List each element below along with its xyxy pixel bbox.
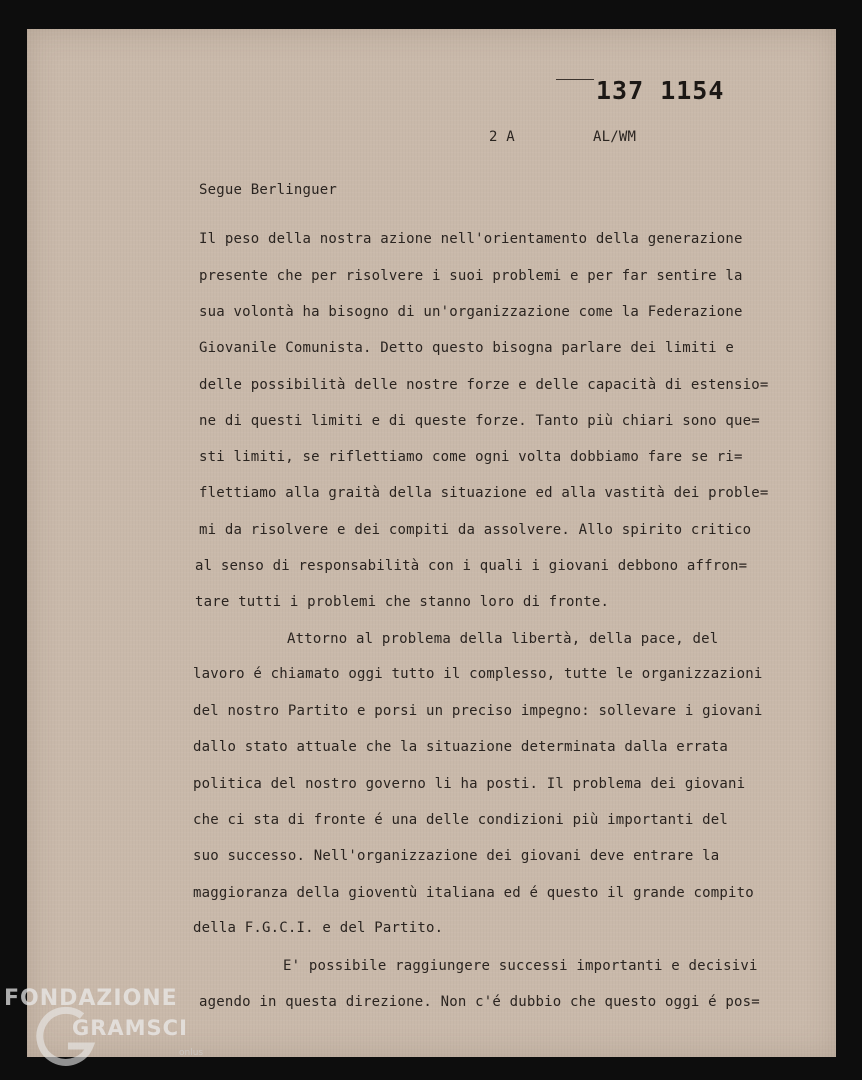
text-line: dallo stato attuale che la situazione determinata dalla errata [193,739,728,755]
text-line: politica del nostro governo li ha posti. Il problema dei giovani [193,776,746,792]
reference-number: 137 1154 [596,76,725,105]
text-line: sua volontà ha bisogno di un'organizzazione come la Federazione [199,304,743,320]
watermark-sub: onlus [179,1048,204,1058]
text-line: maggioranza della gioventù italiana ed é questo il grande compito [193,885,754,901]
text-line: flettiamo alla graità della situazione ed alla vastità dei proble= [199,485,769,501]
text-line: E' possibile raggiungere successi importanti e decisivi [283,958,758,974]
text-line: mi da risolvere e dei compiti da assolvere. Allo spirito critico [199,522,752,538]
text-line: Il peso della nostra azione nell'orientamento della generazione [199,231,743,247]
text-line: Attorno al problema della libertà, della pace, del [287,631,719,647]
text-line: suo successo. Nell'organizzazione dei giovani deve entrare la [193,848,720,864]
watermark-line1: FONDAZIONE [4,986,178,1011]
document-page [27,29,836,1057]
text-line: presente che per risolvere i suoi problemi e per far sentire la [199,268,743,284]
text-line: tare tutti i problemi che stanno loro di fronte. [195,594,610,610]
text-line: del nostro Partito e porsi un preciso impegno: sollevare i giovani [193,703,763,719]
text-line: della F.G.C.I. e del Partito. [193,920,444,936]
text-line: lavoro é chiamato oggi tutto il complesso, tutte le organizzazioni [193,666,763,682]
text-line: agendo in questa direzione. Non c'é dubbio che questo oggi é pos= [199,994,760,1010]
text-line: sti limiti, se riflettiamo come ogni volta dobbiamo fare se ri= [199,449,743,465]
watermark-logo [4,986,219,1076]
text-line: che ci sta di fronte é una delle condizioni più importanti del [193,812,728,828]
text-line: Segue Berlinguer [199,182,338,198]
page-marker: 2 A [489,129,515,145]
text-line: Giovanile Comunista. Detto questo bisogna parlare dei limiti e [199,340,734,356]
text-line: delle possibilità delle nostre forze e delle capacità di estensio= [199,377,769,393]
typist-initials: AL/WM [593,129,637,145]
watermark-line2: GRAMSCI [72,1016,188,1040]
text-line: al senso di responsabilità con i quali i giovani debbono affron= [195,558,748,574]
text-line: ne di questi limiti e di queste forze. Tanto più chiari sono que= [199,413,760,429]
reference-dash [556,79,594,80]
